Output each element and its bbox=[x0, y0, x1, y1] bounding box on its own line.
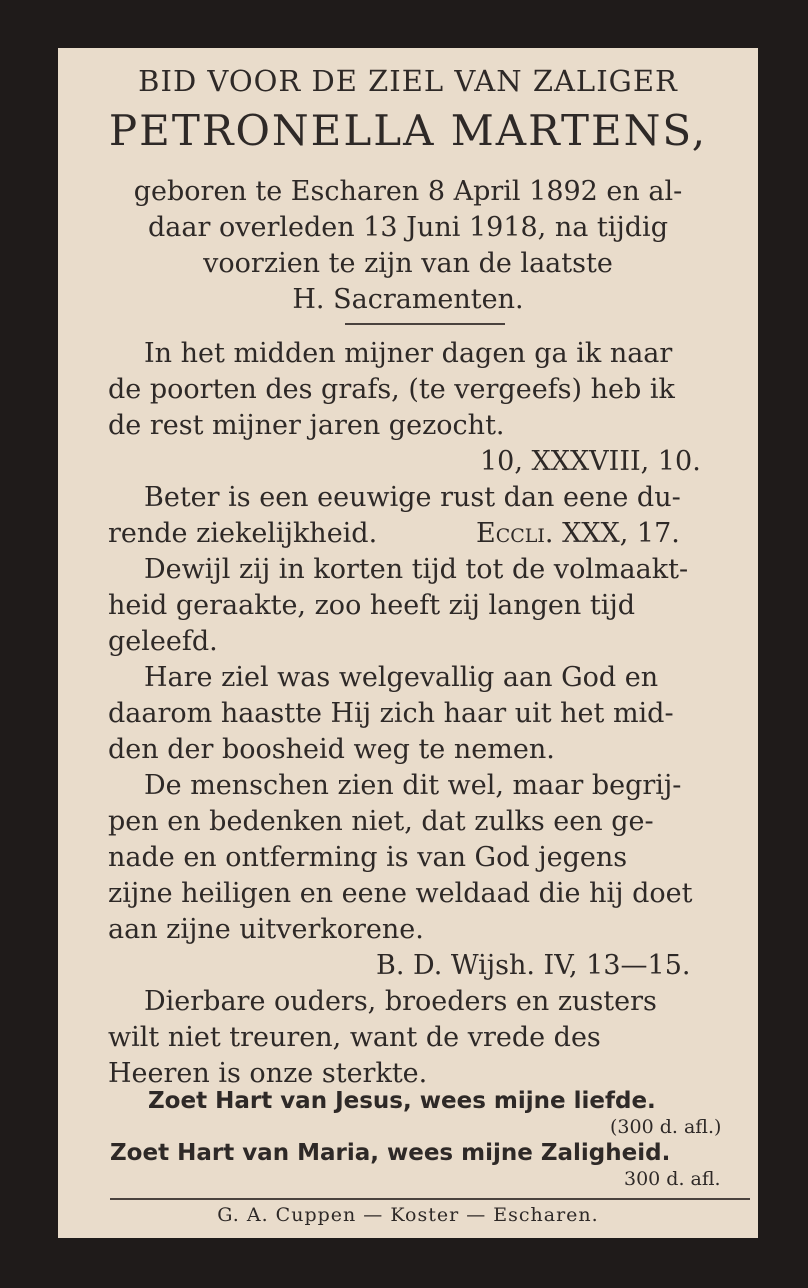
indulgence-note: 300 d. afl. bbox=[624, 1168, 721, 1190]
intro-line: geboren te Escharen 8 April 1892 en al- bbox=[133, 176, 683, 207]
verse-line: Heeren is onze sterkte. bbox=[108, 1058, 428, 1089]
verse-line: den der boosheid weg te nemen. bbox=[108, 734, 555, 765]
heading-line: BID VOOR DE ZIEL VAN ZALIGER bbox=[138, 64, 678, 98]
verse-reference: Eccli. XXX, 17. bbox=[476, 518, 680, 549]
printer-imprint: G. A. Cuppen — Koster — Escharen. bbox=[217, 1204, 599, 1226]
verse-line: Dierbare ouders, broeders en zusters bbox=[144, 986, 657, 1017]
verse-line: rende ziekelijkheid. bbox=[108, 518, 378, 549]
verse-line: Dewijl zij in korten tijd tot de volmaakt- bbox=[144, 554, 689, 585]
verse-line: wilt niet treuren, want de vrede des bbox=[108, 1022, 601, 1053]
verse-line: zijne heiligen en eene weldaad die hij doet bbox=[108, 878, 693, 909]
verse-line: Beter is een eeuwige rust dan eene du- bbox=[144, 482, 681, 513]
intro-line: daar overleden 13 Juni 1918, na tijdig bbox=[148, 212, 668, 243]
verse-line: In het midden mijner dagen ga ik naar bbox=[144, 338, 673, 369]
intro-line: voorzien te zijn van de laatste bbox=[203, 248, 613, 279]
verse-reference: 10, XXXVIII, 10. bbox=[480, 446, 701, 477]
prayer-line: Zoet Hart van Maria, wees mijne Zaligheid. bbox=[110, 1140, 671, 1166]
prayer-line: Zoet Hart van Jesus, wees mijne liefde. bbox=[148, 1088, 656, 1114]
divider bbox=[345, 323, 505, 325]
verse-line: nade en ontferming is van God jegens bbox=[108, 842, 628, 873]
indulgence-note: (300 d. afl.) bbox=[610, 1116, 722, 1138]
verse-reference: B. D. Wijsh. IV, 13—15. bbox=[376, 950, 691, 981]
verse-line: heid geraakte, zoo heeft zij langen tijd bbox=[108, 590, 635, 621]
intro-line: H. Sacramenten. bbox=[292, 284, 524, 315]
verse-line: geleefd. bbox=[108, 626, 218, 657]
verse-line: daarom haastte Hij zich haar uit het mid- bbox=[108, 698, 674, 729]
verse-line: aan zijne uitverkorene. bbox=[108, 914, 424, 945]
deceased-name: PETRONELLA MARTENS, bbox=[108, 106, 708, 155]
verse-line: pen en bedenken niet, dat zulks een ge- bbox=[108, 806, 654, 837]
memorial-card bbox=[58, 48, 758, 1238]
divider bbox=[110, 1198, 750, 1200]
verse-line: Hare ziel was welgevallig aan God en bbox=[144, 662, 659, 693]
verse-line: De menschen zien dit wel, maar begrij- bbox=[144, 770, 682, 801]
verse-line: de poorten des grafs, (te vergeefs) heb ik bbox=[108, 374, 675, 405]
verse-line: de rest mijner jaren gezocht. bbox=[108, 410, 505, 441]
